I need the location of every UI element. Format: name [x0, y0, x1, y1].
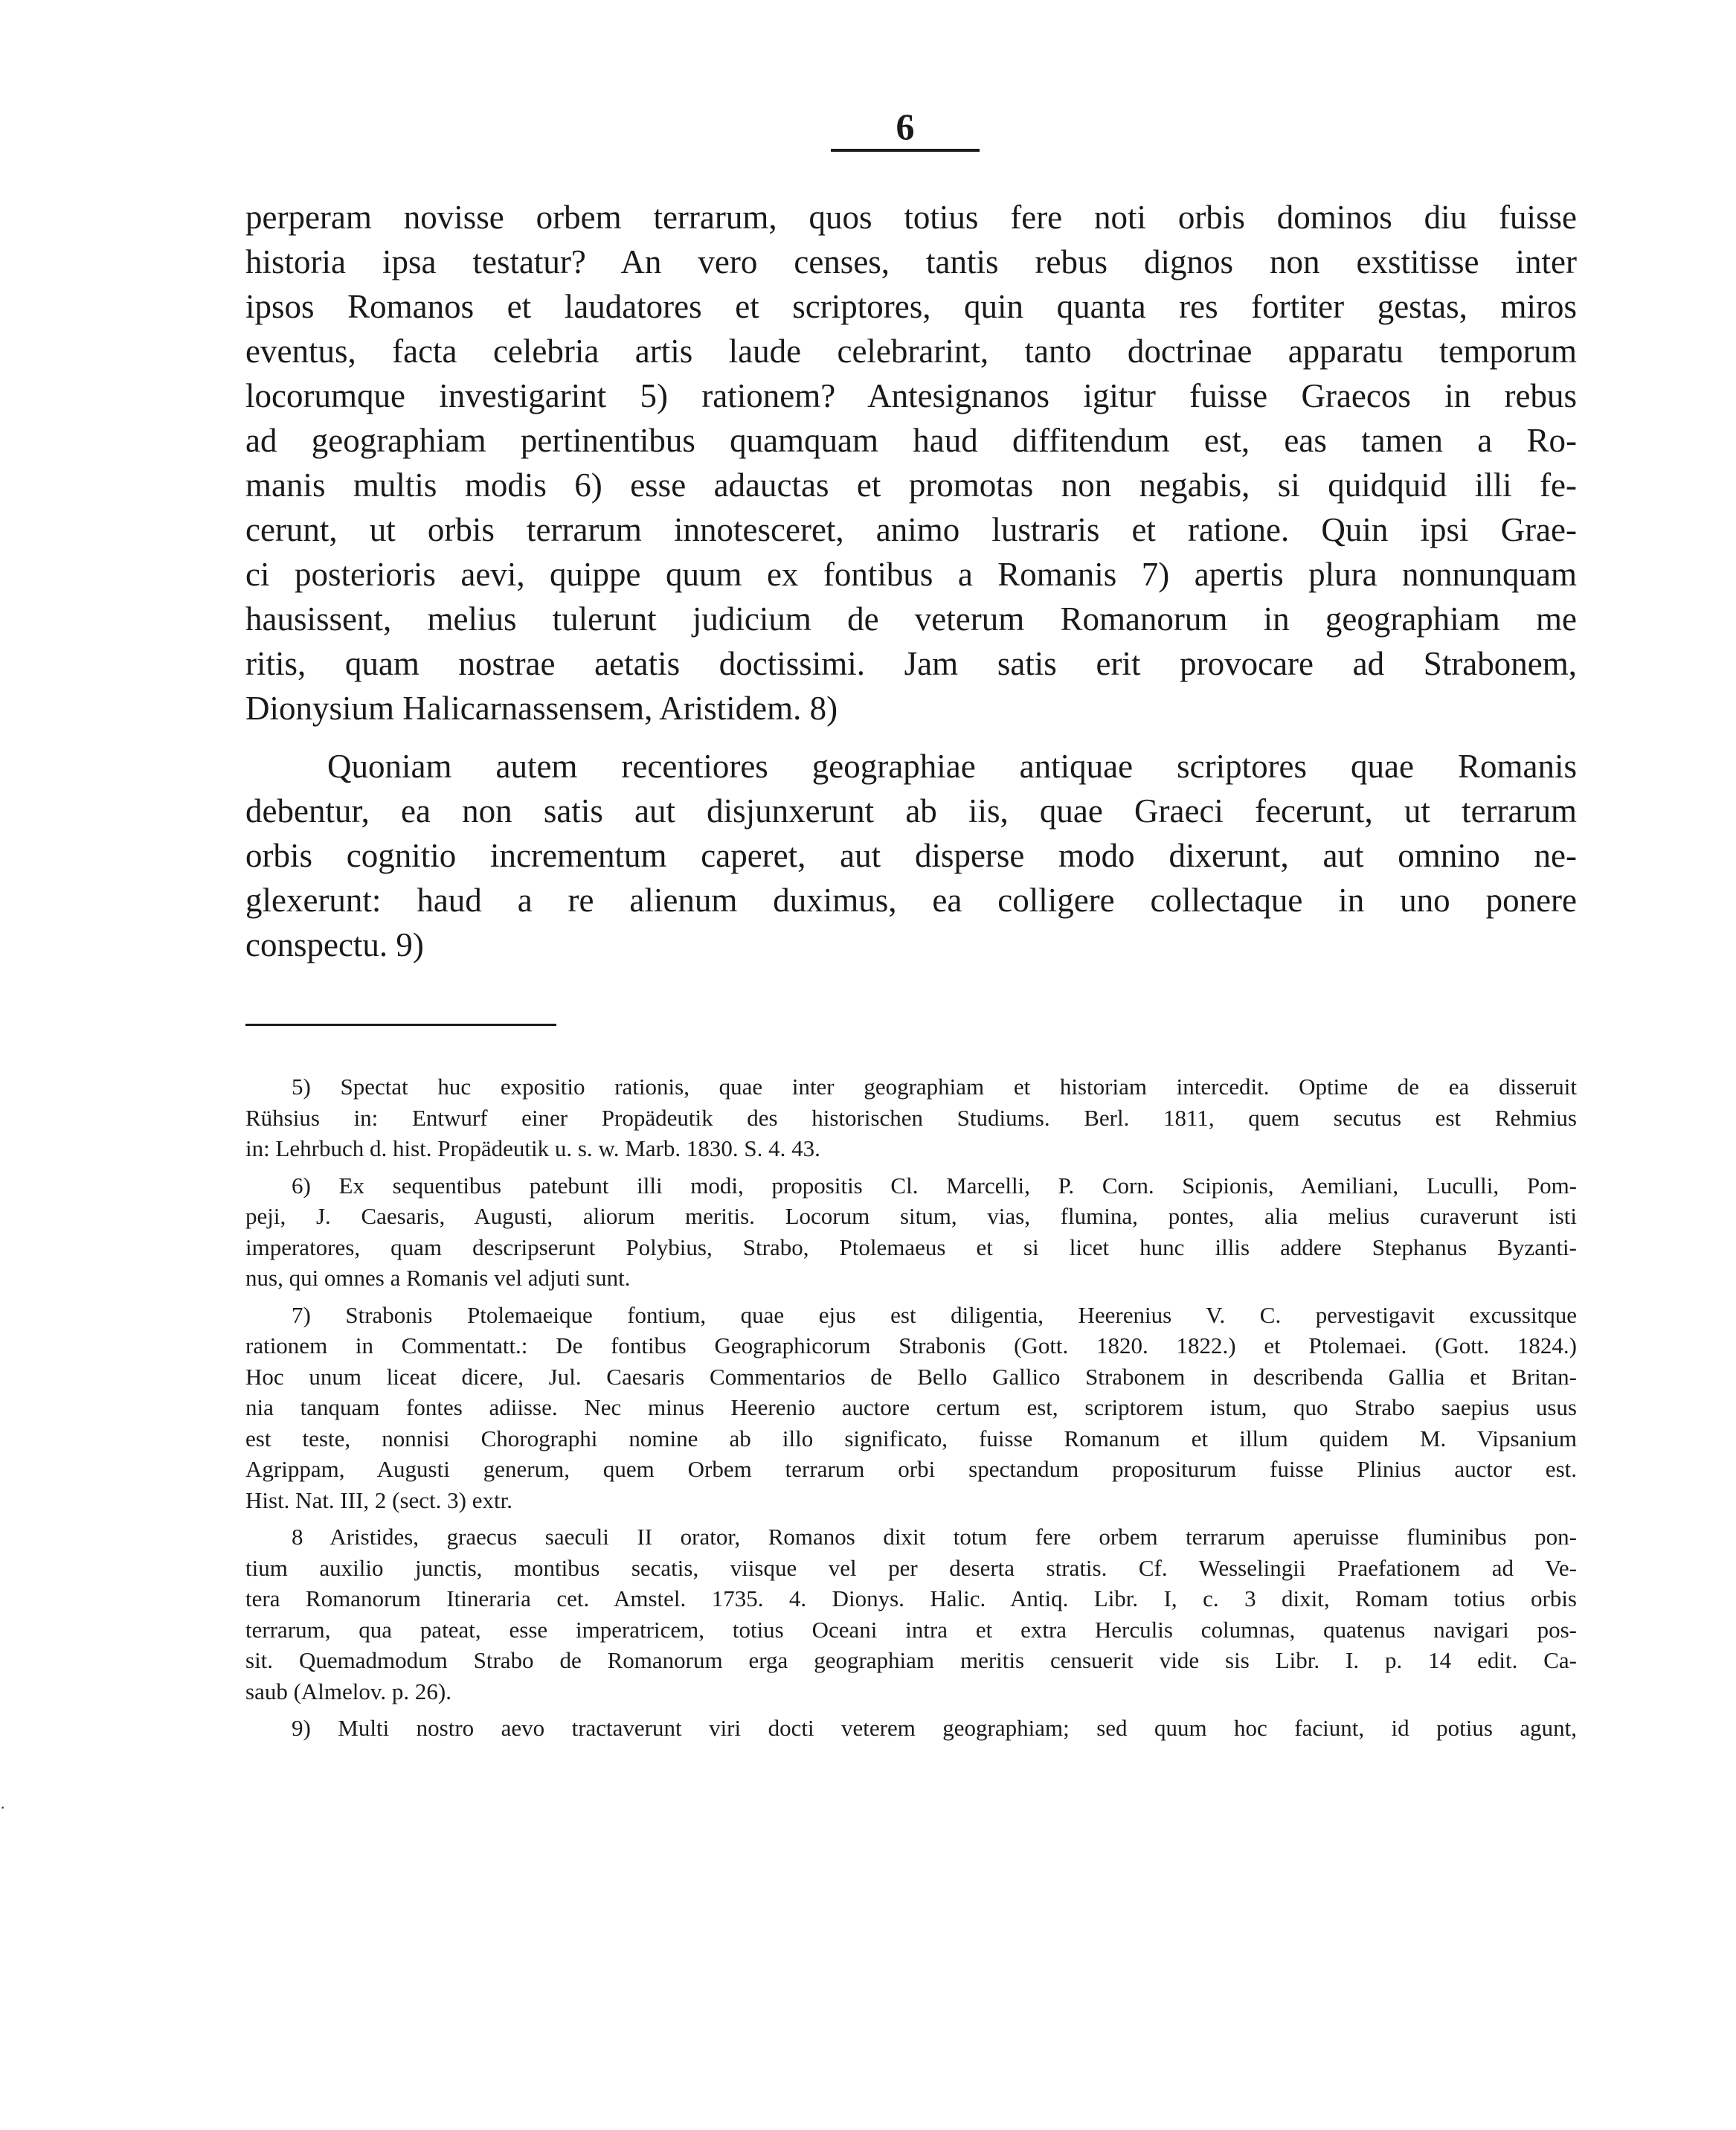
text-line: debentur, ea non satis aut disjunxerunt ab iis, quae Graeci fecerunt, ut terrarum [245, 792, 1577, 830]
footnote-line: 9) Multi nostro aevo tractaverunt viri docti veterem geographiam; sed quum hoc faciunt, id potius agunt, [292, 1715, 1577, 1741]
text-line: perperam novisse orbem terrarum, quos totius fere noti orbis dominos diu fuisse [245, 199, 1577, 236]
text-line: ci posterioris aevi, quippe quum ex fontibus a Romanis 7) apertis plura nonnunquam [245, 556, 1577, 593]
text-line: cerunt, ut orbis terrarum innotesceret, animo lustraris et ratione. Quin ipsi Grae- [245, 511, 1577, 548]
footnote-line: Hist. Nat. III, 2 (sect. 3) extr. [245, 1486, 512, 1513]
text-line: ad geographiam pertinentibus quamquam haud diffitendum est, eas tamen a Ro- [245, 422, 1577, 459]
footnote-7 [245, 1300, 1577, 1516]
margin-speck: · [0, 1798, 6, 1817]
footnote-line: 6) Ex sequentibus patebunt illi modi, propositis Cl. Marcelli, P. Corn. Scipionis, Aemiliani, Luculli, Pom- [292, 1172, 1577, 1199]
text-line: glexerunt: haud a re alienum duximus, ea colligere collectaque in uno ponere [245, 882, 1577, 919]
text-line: ritis, quam nostrae aetatis doctissimi. Jam satis erit provocare ad Strabonem, [245, 645, 1577, 682]
footnote-line: est teste, nonnisi Chorographi nomine ab illo significato, fuisse Romanum et illum quidem M. Vipsanium [245, 1425, 1577, 1451]
footnote-line: 8 Aristides, graecus saeculi II orator, Romanos dixit totum fere orbem terrarum aperuisse fluminibus pon- [292, 1524, 1577, 1550]
footnote-line: nia tanquam fontes adiisse. Nec minus Heerenio auctore certum est, scriptorem istum, quo Strabo saepius usus [245, 1394, 1577, 1420]
footnote-line: peji, J. Caesaris, Augusti, aliorum meritis. Locorum situm, vias, flumina, pontes, alia melius curaverunt isti [245, 1203, 1577, 1229]
footnote-line: Agrippam, Augusti generum, quem Orbem terrarum orbi spectandum propositurum fuisse Plinius auctor est. [245, 1456, 1577, 1482]
text-line: Quoniam autem recentiores geographiae antiquae scriptores quae Romanis [327, 748, 1577, 785]
footnote-line: sit. Quemadmodum Strabo de Romanorum erga geographiam meritis censuerit vide sis Libr. I. p. 14 edit. Ca- [245, 1647, 1577, 1673]
text-line: ipsos Romanos et laudatores et scriptores, quin quanta res fortiter gestas, miros [245, 288, 1577, 325]
footnote-5 [245, 1071, 1577, 1164]
text-line: historia ipsa testatur? An vero censes, tantis rebus dignos non exstitisse inter [245, 243, 1577, 280]
text-line: hausissent, melius tulerunt judicium de veterum Romanorum in geographiam me [245, 600, 1577, 638]
text-line: manis multis modis 6) esse adauctas et promotas non negabis, si quidquid illi fe- [245, 466, 1577, 504]
footnote-line: Hoc unum liceat dicere, Jul. Caesaris Commentarios de Bello Gallico Strabonem in describenda Gallia et Britan- [245, 1363, 1577, 1390]
footnote-line: saub (Almelov. p. 26). [245, 1678, 451, 1704]
footnote-9 [245, 1713, 1577, 1744]
footnote-line: imperatores, quam descripserunt Polybius, Strabo, Ptolemaeus et si licet hunc illis addere Stephanus Byzanti- [245, 1234, 1577, 1260]
main-text [245, 195, 1577, 967]
page-number-underline [831, 149, 980, 152]
text-line: Dionysium Halicarnassensem, Aristidem. 8) [245, 690, 838, 727]
text-line: conspectu. 9) [245, 926, 424, 963]
paragraph-2 [245, 744, 1577, 967]
text-line: locorumque investigarint 5) rationem? Antesignanos igitur fuisse Graecos in rebus [245, 377, 1577, 414]
footnote-line: 5) Spectat huc expositio rationis, quae inter geographiam et historiam intercedit. Optime de ea disseruit [292, 1074, 1577, 1100]
footnote-line: 7) Strabonis Ptolemaeique fontium, quae ejus est diligentia, Heerenius V. C. pervestigavit excussitque [292, 1301, 1577, 1328]
text-line: orbis cognitio incrementum caperet, aut disperse modo dixerunt, aut omnino ne- [245, 837, 1577, 874]
footnote-line: terrarum, qua pateat, esse imperatricem, totius Oceani intra et extra Herculis columnas, quatenus navigari pos- [245, 1616, 1577, 1643]
footnote-line: in: Lehrbuch d. hist. Propädeutik u. s. w. Marb. 1830. S. 4. 43. [245, 1135, 820, 1161]
footnote-line: tera Romanorum Itineraria cet. Amstel. 1735. 4. Dionys. Halic. Antiq. Libr. I, c. 3 dixit, Romam totius orbis [245, 1585, 1577, 1611]
footnote-8 [245, 1521, 1577, 1707]
footnote-6 [245, 1170, 1577, 1294]
footnotes [245, 1071, 1577, 1744]
text-line: eventus, facta celebria artis laude celebrarint, tanto doctrinae apparatu temporum [245, 333, 1577, 370]
footnote-line: tium auxilio junctis, montibus secatis, viisque vel per deserta stratis. Cf. Wesselingii Praefationem ad Ve- [245, 1554, 1577, 1581]
footnote-separator [245, 1024, 556, 1026]
paragraph-1 [245, 195, 1577, 731]
footnote-line: Rühsius in: Entwurf einer Propädeutik des historischen Studiums. Berl. 1811, quem secutus est Rehmius [245, 1104, 1577, 1131]
footnote-line: rationem in Commentatt.: De fontibus Geographicorum Strabonis (Gott. 1820. 1822.) et Ptolemaei. (Gott. 1824.) [245, 1332, 1577, 1358]
page-number: 6 [896, 106, 915, 147]
footnote-line: nus, qui omnes a Romanis vel adjuti sunt. [245, 1265, 631, 1291]
